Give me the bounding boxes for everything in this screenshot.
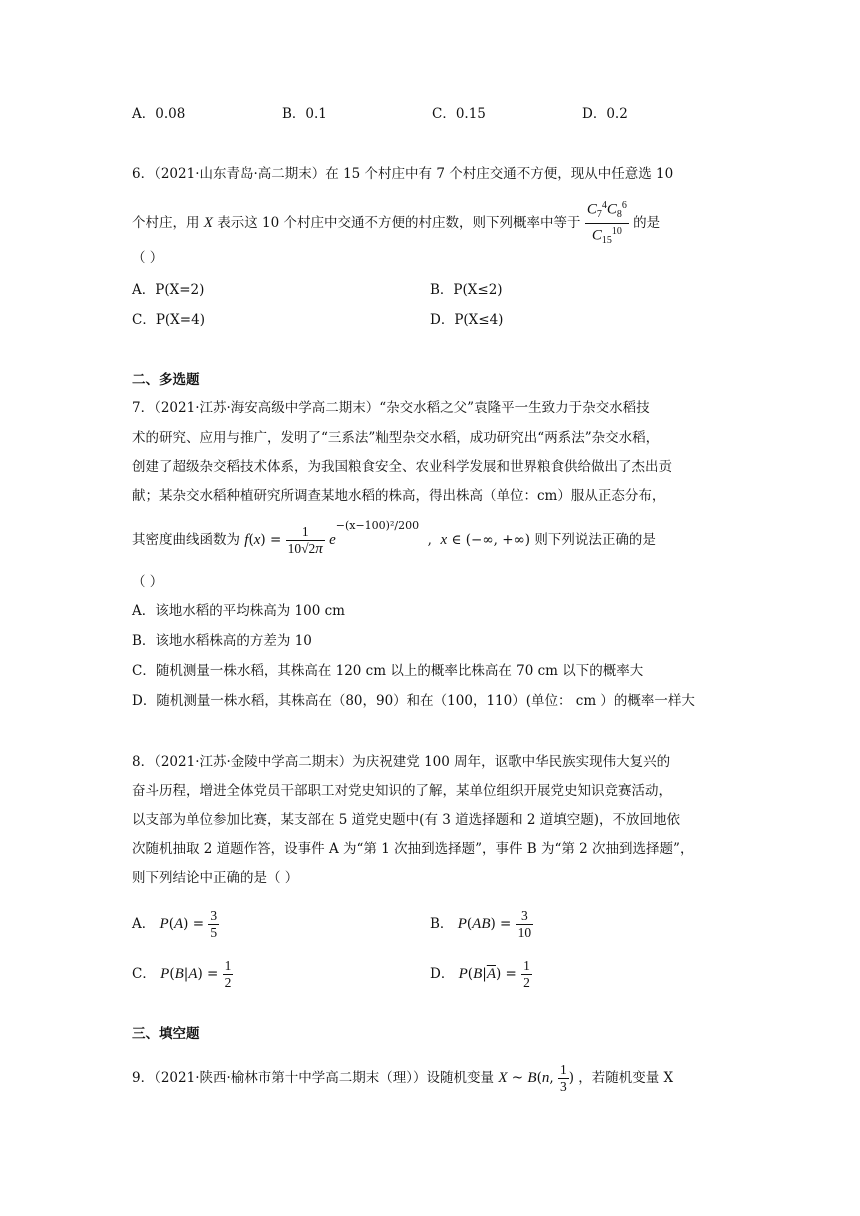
q6-option-b: B．P(X≤2) — [430, 282, 503, 298]
q5-option-d: D．0.2 — [582, 106, 628, 122]
section-heading-multiple-choice: 二、多选题 — [132, 372, 200, 388]
q8-line2: 奋斗历程，增进全体党员干部职工对党史知识的了解，某单位组织开展党史知识竞赛活动， — [132, 783, 672, 799]
q7-option-b: B．该地水稻株高的方差为 10 — [132, 633, 312, 649]
q7-line1: 7．（2021·江苏·海安高级中学高二期末）“杂交水稻之父”袁隆平一生致力于杂交水稻技 — [132, 400, 650, 416]
q7-line3: 创建了超级杂交稻技术体系，为我国粮食安全、农业科学发展和世界粮食供给做出了杰出贡 — [132, 459, 672, 475]
q8-option-a: A． P(A) = $\frac{3}{5}$ — [132, 908, 218, 940]
q7-option-d: D．随机测量一株水稻，其株高在（80，90）和在（100，110）(单位： cm ）的概率一样大 — [132, 693, 695, 709]
q7-line4: 献；某杂交水稻种植研究所调查某地水稻的株高，得出株高（单位：cm）服从正态分布， — [132, 488, 666, 504]
q6-line1: 6．（2021·山东青岛·高二期末）在 15 个村庄中有 7 个村庄交通不方便，现从中任意选 10 — [132, 166, 674, 182]
q5-option-a: A．0.08 — [132, 106, 186, 122]
q7-answer-paren: （ ） — [132, 574, 164, 590]
q7-option-a: A．该地水稻的平均株高为 100 cm — [132, 603, 345, 619]
q8-option-c: C． P(B|A) = $\frac{1}{2}$ — [132, 958, 232, 990]
q6-answer-paren: （ ） — [132, 250, 164, 266]
q6-combination-fraction: $\frac{C_7^4C_8^6}{C_{15}^{10}}$ — [586, 200, 627, 247]
q9-line1: 9．（2021·陕西·榆林市第十中学高二期末（理））设随机变量 X ~ B(n, $\frac{1}{3}$ ) ，若随机变量 X — [132, 1062, 674, 1094]
q7-option-c: C．随机测量一株水稻，其株高在 120 cm 以上的概率比株高在 70 cm 以下的概率大 — [132, 663, 644, 679]
q7-line2: 术的研究、应用与推广，发明了“三系法”籼型杂交水稻，成功研究出“两系法”杂交水稻， — [132, 430, 660, 446]
q6-line2: 个村庄，用 X 表示这 10 个村庄中交通不方便的村庄数，则下列概率中等于 $\frac{C_7^4C_8^6}{C_{15}^{10}}$ 的是 — [132, 198, 660, 249]
q6-option-c: C．P(X=4) — [132, 312, 205, 328]
q7-line5: 其密度曲线函数为 f(x) = $\frac{1}{10√2\pi}$ $e^{-(x-100)^2/200}$ , x ∈ (−∞, +∞) 则下列说法正确的是 — [132, 518, 656, 557]
q6-option-d: D．P(X≤4) — [430, 312, 504, 328]
q5-option-c: C．0.15 — [432, 106, 486, 122]
q8-line3: 以支部为单位参加比赛，某支部在 5 道党史题中(有 3 道选择题和 2 道填空题)，不放回地依 — [132, 812, 681, 828]
q8-line1: 8．（2021·江苏·金陵中学高二期末）为庆祝建党 100 周年，讴歌中华民族实现伟大复兴的 — [132, 754, 671, 770]
q8-option-b: B． P(AB) = $\frac{3}{10}$ — [430, 908, 532, 940]
q8-line4: 次随机抽取 2 道题作答，设事件 A 为“第 1 次抽到选择题”，事件 B 为“第 2 次抽到选择题”， — [132, 841, 694, 857]
q5-option-b: B．0.1 — [282, 106, 327, 122]
q8-line5: 则下列结论中正确的是（ ） — [132, 870, 299, 886]
q6-option-a: A．P(X=2) — [132, 282, 205, 298]
q8-option-d: D． $P(B|\overline{A})$ = $\frac{1}{2}$ — [430, 958, 530, 990]
section-heading-fill-in: 三、填空题 — [132, 1026, 200, 1042]
